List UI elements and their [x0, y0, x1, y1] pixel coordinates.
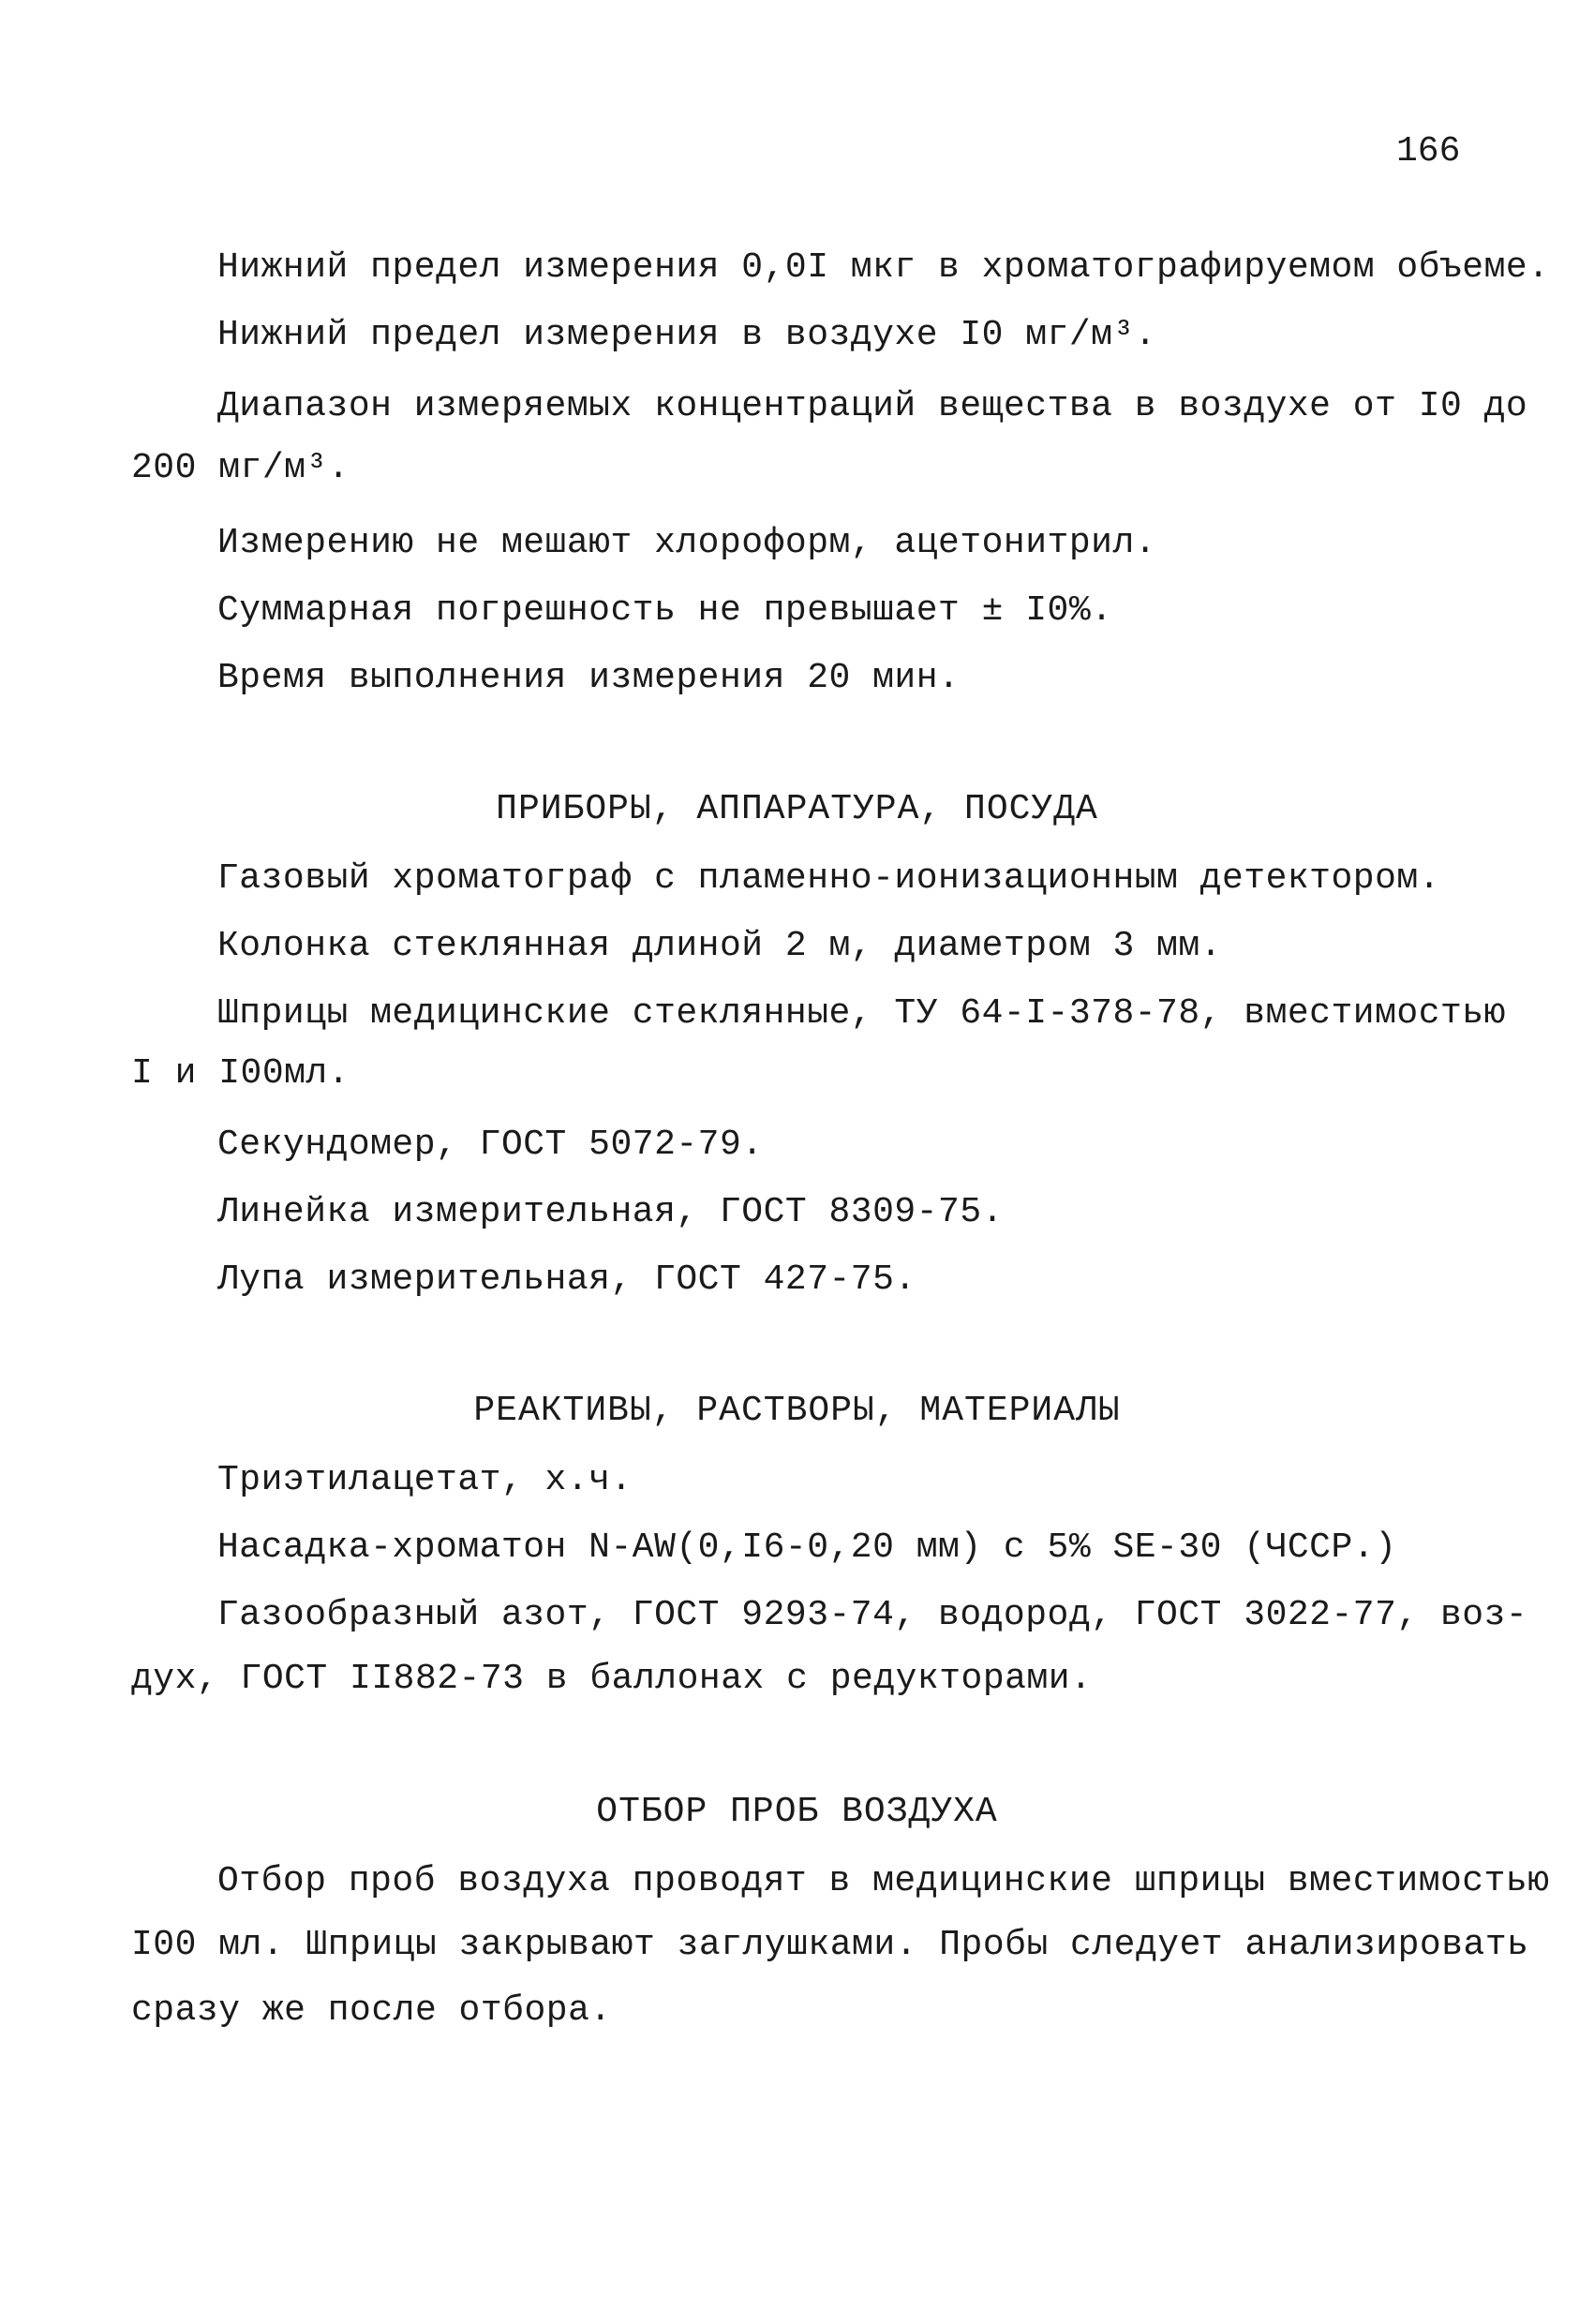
text-line: Триэтилацетат, х.ч. [217, 1460, 633, 1500]
page-number: 166 [1396, 131, 1461, 171]
text-line: Измерению не мешают хлороформ, ацетонитрил. [217, 523, 1157, 563]
section-heading: РЕАКТИВЫ, РАСТВОРЫ, МАТЕРИАЛЫ [473, 1391, 1121, 1431]
text-line: Газообразный азот, ГОСТ 9293-74, водород, ГОСТ 3022-77, воз- [217, 1595, 1528, 1635]
text-line: Насадка-хроматон N-AW(0,I6-0,20 мм) с 5% SE-30 (ЧССР.) [217, 1527, 1397, 1568]
text-line: 200 мг/м³. [131, 448, 350, 488]
text-line: Суммарная погрешность не превышает ± I0%. [217, 590, 1113, 631]
text-line: дух, ГОСТ II882-73 в баллонах с редукторами. [131, 1659, 1093, 1699]
text-line: Линейка измерительная, ГОСТ 8309-75. [217, 1192, 1004, 1232]
text-line: Шприцы медицинские стеклянные, ТУ 64-I-378-78, вместимостью [217, 993, 1506, 1034]
text-line: Диапазон измеряемых концентраций вещества в воздухе от I0 до [217, 386, 1528, 426]
text-line: I00 мл. Шприцы закрывают заглушками. Пробы следует анализировать [131, 1925, 1529, 1965]
text-line: сразу же после отбора. [131, 1990, 612, 2031]
text-line: Колонка стеклянная длиной 2 м, диаметром 3 мм. [217, 926, 1222, 966]
text-line: Время выполнения измерения 20 мин. [217, 658, 961, 698]
text-line: Секундомер, ГОСТ 5072-79. [217, 1125, 764, 1165]
section-heading: ОТБОР ПРОБ ВОЗДУХА [596, 1792, 998, 1832]
text-line: Нижний предел измерения в воздухе I0 мг/м³. [217, 315, 1157, 355]
text-line: Лупа измерительная, ГОСТ 427-75. [217, 1259, 916, 1300]
text-line: Отбор проб воздуха проводят в медицинские шприцы вместимостью [217, 1861, 1550, 1901]
text-line: Газовый хроматограф с пламенно-ионизационным детектором. [217, 858, 1441, 899]
text-line: Нижний предел измерения 0,0I мкг в хроматографируемом объеме. [217, 247, 1550, 288]
section-heading: ПРИБОРЫ, АППАРАТУРА, ПОСУДА [496, 789, 1098, 829]
text-line: I и I00мл. [131, 1053, 350, 1094]
